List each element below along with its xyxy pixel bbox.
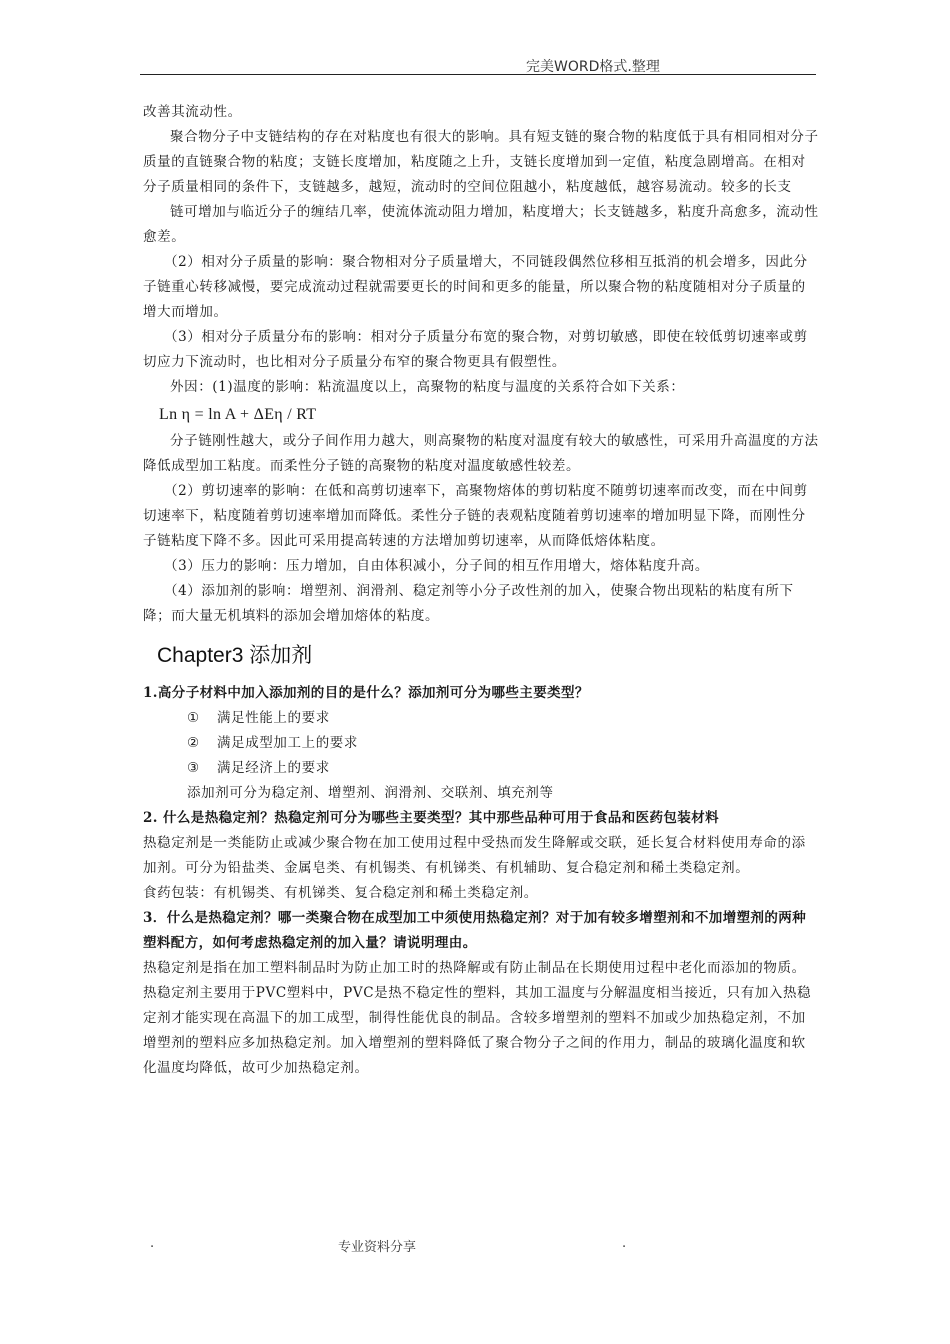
viscosity-formula: Ln η = ln A + ΔEη / RT <box>159 406 317 423</box>
list-item <box>143 756 819 781</box>
paragraph-10: （4）添加剂的影响：增塑剂、润滑剂、稳定剂等小分子改性剂的加入，使聚合物出现粘的粘度有所下降；而大量无机填料的添加会增加熔体的粘度。 <box>143 583 794 624</box>
question-3: 3．什么是热稳定剂？哪一类聚合物在成型加工中须使用热稳定剂？对于加有较多增塑剂和不加增塑剂的两种塑料配方，如何考虑热稳定剂的加入量？请说明理由。 <box>143 910 807 951</box>
answer-3: 热稳定剂是指在加工塑料制品时为防止加工时的热降解或有防止制品在长期使用过程中老化而添加的物质。 热稳定剂主要用于PVC塑料中，PVC是热不稳定性的塑料，其加工温度与分解温度相当接近，只有加入热稳定剂才能实现在高温下的加工成型，制得性能优良的制品。含较多增塑剂的塑料不加或少加热稳定剂，不加增塑剂的塑料应多加热稳定剂。加入增塑剂的塑料降低了聚合物分子之间的作用力，制品的玻璃化温度和软化温度均降低，故可少加热稳定剂。 <box>143 960 812 1076</box>
header-rule <box>140 74 816 75</box>
paragraph-7: 分子链刚性越大，或分子间作用力越大，则高聚物的粘度对温度有较大的敏感性，可采用升高温度的方法降低成型加工粘度。而柔性分子链的高聚物的粘度对温度敏感性较差。 <box>143 433 819 474</box>
list-item-number: ① <box>187 710 200 726</box>
footer-dot-left: . <box>150 1236 155 1251</box>
page-header: 完美WORD格式.整理 <box>526 59 660 75</box>
question-1: 1.高分子材料中加入添加剂的目的是什么？添加剂可分为哪些主要类型？ <box>143 685 589 701</box>
answer-2-packaging: 食药包装：有机锡类、有机锑类、复合稳定剂和稀土类稳定剂。 <box>143 885 538 901</box>
paragraph-2: 聚合物分子中支链结构的存在对粘度也有很大的影响。具有短支链的聚合物的粘度低于具有相同相对分子质量的直链聚合物的粘度；支链长度增加，粘度随之上升，支链长度增加到一定值，粘度急剧增高。在相对分子质量相同的条件下，支链越多，越短，流动时的空间位阻越小，粘度越低，越容易流动。较多的长支 <box>143 129 819 195</box>
chapter-title: Chapter3 添加剂 <box>157 644 313 667</box>
document-body <box>143 100 819 1081</box>
paragraph-1: 改善其流动性。 <box>143 104 242 120</box>
list-item <box>143 731 819 756</box>
paragraph-5: （3）相对分子质量分布的影响：相对分子质量分布宽的聚合物，对剪切敏感，即使在较低剪切速率或剪切应力下流动时，也比相对分子质量分布窄的聚合物更具有假塑性。 <box>143 329 808 370</box>
list-item-text: 满足成型加工上的要求 <box>217 735 358 751</box>
footer-dot-right: . <box>622 1236 627 1251</box>
page-footer: 专业资料分享 <box>338 1240 417 1255</box>
list-item-text: 满足性能上的要求 <box>217 710 330 726</box>
list-item-number: ② <box>187 735 200 751</box>
additive-types: 添加剂可分为稳定剂、增塑剂、润滑剂、交联剂、填充剂等 <box>187 785 554 801</box>
paragraph-9: （3）压力的影响：压力增加，自由体积减小，分子间的相互作用增大，熔体粘度升高。 <box>164 558 709 574</box>
paragraph-3: 链可增加与临近分子的缠结几率，使流体流动阻力增加，粘度增大；长支链越多，粘度升高愈多，流动性愈差。 <box>143 204 819 245</box>
list-item <box>143 706 819 731</box>
answer-2: 热稳定剂是一类能防止或减少聚合物在加工使用过程中受热而发生降解或交联，延长复合材料使用寿命的添加剂。可分为铅盐类、金属皂类、有机锡类、有机锑类、有机辅助、复合稳定剂和稀土类稳定剂。 <box>143 835 806 876</box>
list-item-text: 满足经济上的要求 <box>217 760 330 776</box>
paragraph-8: （2）剪切速率的影响：在低和高剪切速率下，高聚物熔体的剪切粘度不随剪切速率而改变，而在中间剪切速率下，粘度随着剪切速率增加而降低。柔性分子链的表观粘度随着剪切速率的增加明显下降，而刚性分子链粘度下降不多。因此可采用提高转速的方法增加剪切速率，从而降低熔体粘度。 <box>143 483 808 549</box>
list-item-number: ③ <box>187 760 200 776</box>
paragraph-6: 外因：(1)温度的影响：粘流温度以上，高聚物的粘度与温度的关系符合如下关系： <box>170 379 685 395</box>
paragraph-4: （2）相对分子质量的影响：聚合物相对分子质量增大，不同链段偶然位移相互抵消的机会增多，因此分子链重心转移减慢，要完成流动过程就需要更长的时间和更多的能量，所以聚合物的粘度随相对分子质量的增大而增加。 <box>143 254 808 320</box>
question-2: 2. 什么是热稳定剂？热稳定剂可分为哪些主要类型？其中那些品种可用于食品和医药包装材料 <box>143 810 719 826</box>
